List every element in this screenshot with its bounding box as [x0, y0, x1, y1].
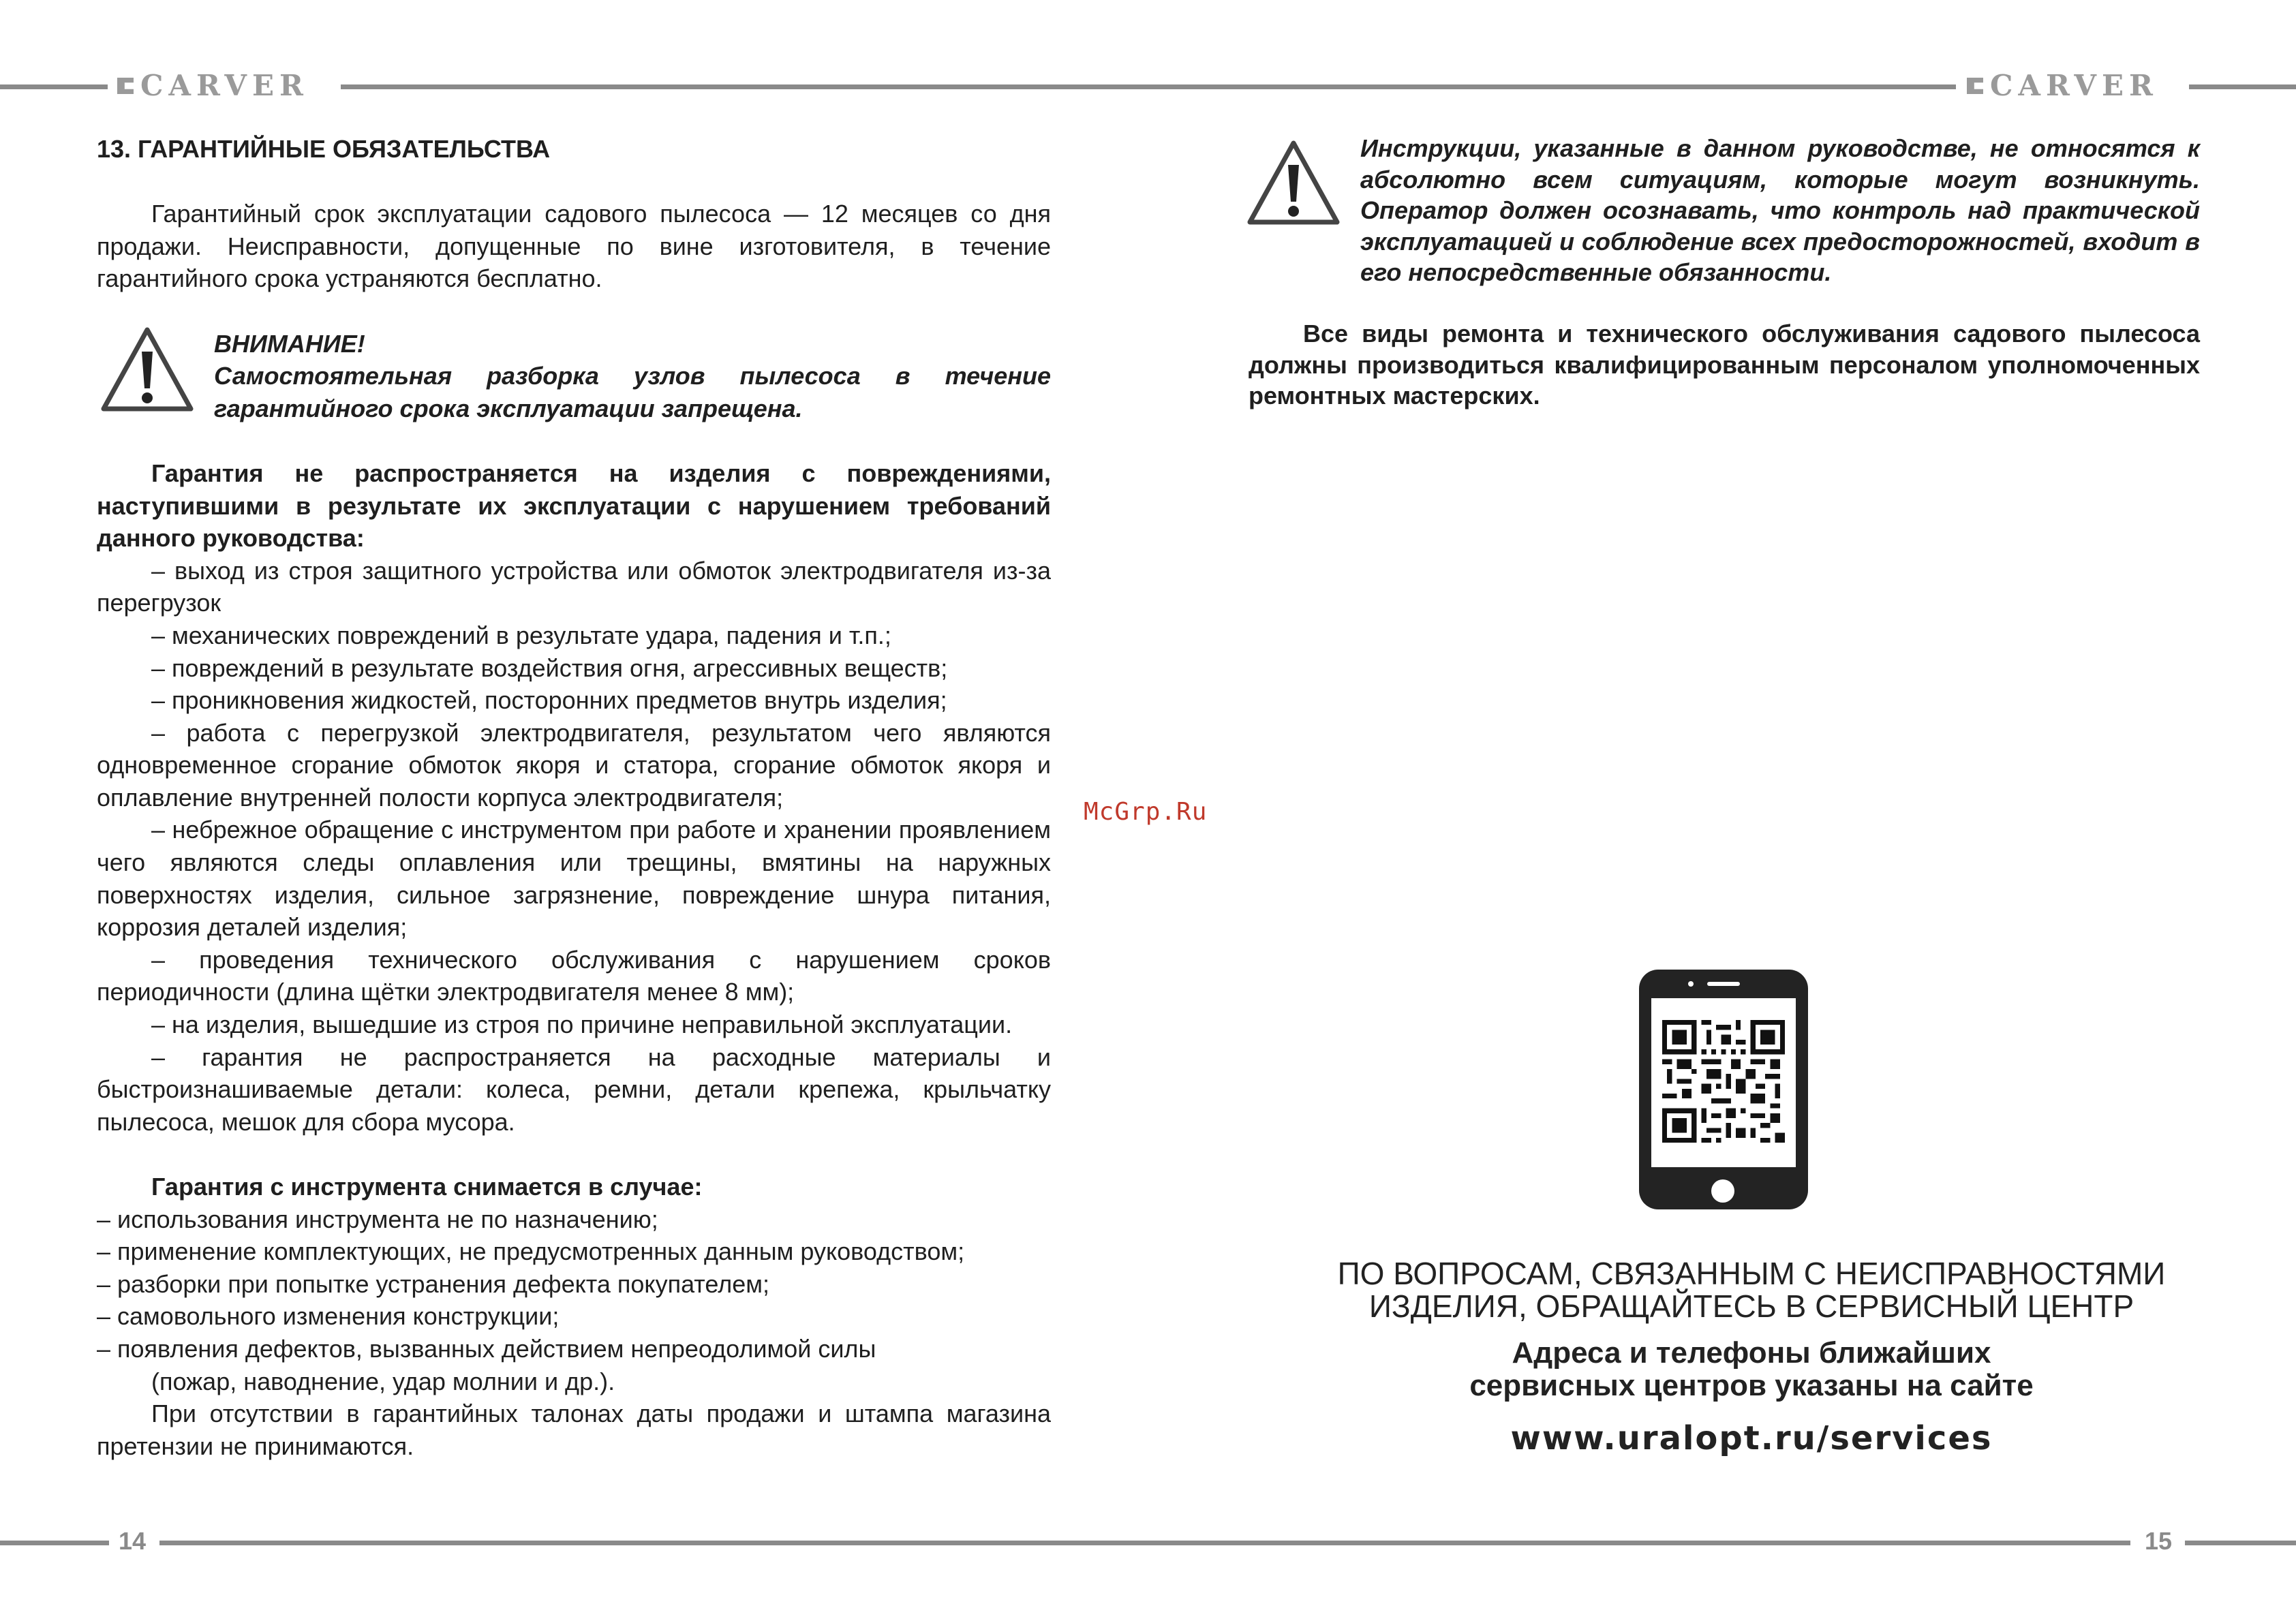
list-item: – повреждений в результате воздействия огня, агрессивных веществ;	[151, 653, 948, 682]
list-item: – разборки при попытке устранения дефекта покупателем;	[97, 1269, 769, 1298]
list-item: – механических повреждений в результате удара, падения и т.п.;	[151, 621, 891, 649]
phone-speaker	[1707, 982, 1740, 986]
phone-camera	[1688, 981, 1694, 987]
header-rule-left-a	[0, 84, 108, 89]
service-line-1: ПО ВОПРОСАМ, СВЯЗАННЫМ С НЕИСПРАВНОСТЯМИ	[1337, 1256, 2166, 1291]
list-item: – гарантия не распространяется на расходные материалы и быстроизнашиваемые детали: колеса, ремни, детали крепежа, крыльчатку пылесоса, мешок для сбора мусора.	[97, 1042, 1051, 1136]
list-item: – на изделия, вышедшие из строя по причине неправильной эксплуатации.	[151, 1010, 1013, 1039]
page-number-right: 15	[2145, 1527, 2173, 1555]
qr-code-icon[interactable]	[1662, 1013, 1785, 1149]
service-addresses-notice	[1240, 1337, 2263, 1402]
footer-rule-left	[0, 1541, 109, 1545]
brand-logo-right	[1967, 69, 2158, 102]
footer-rule-center	[159, 1541, 2130, 1545]
right-warning-block	[1360, 133, 2200, 288]
warning-icon	[1246, 139, 1341, 226]
list-item: – использования инструмента не по назначению;	[97, 1205, 658, 1233]
list-item: – появления дефектов, вызванных действием непреодолимой силы	[97, 1334, 876, 1363]
left-page-content	[97, 133, 1051, 1462]
list-item: – самовольного изменения конструкции;	[97, 1302, 560, 1331]
brand-name: CARVER	[1990, 69, 2158, 102]
service-center-notice	[1240, 1257, 2263, 1323]
list-item: – небрежное обращение с инструментом при работе и хранении проявлением чего являются следы оплавления или трещины, вмятины на наружных поверхностях изделия, сильное загрязнение, повреждение шнура питания, коррозия деталей изделия;	[97, 816, 1051, 942]
removed-heading: Гарантия с инструмента снимается в случае:	[151, 1173, 703, 1201]
warning-block-left	[97, 328, 1051, 425]
addresses-line-2: сервисных центров указаны на сайте	[1469, 1369, 2034, 1402]
service-website-link[interactable]: www.uralopt.ru/services	[1510, 1419, 1993, 1457]
brand-logo-left	[117, 69, 309, 102]
phone-screen	[1651, 998, 1796, 1167]
list-item: – применение комплектующих, не предусмотренных данным руководством;	[97, 1237, 965, 1266]
service-line-2: ИЗДЕЛИЯ, ОБРАЩАЙТЕСЬ В СЕРВИСНЫЙ ЦЕНТР	[1368, 1288, 2134, 1324]
list-item: (пожар, наводнение, удар молнии и др.).	[151, 1367, 615, 1395]
list-item: – выход из строя защитного устройства или обмоток электродвигателя из-за перегрузок	[97, 556, 1051, 617]
header-rule-center	[341, 84, 1956, 89]
warning-icon	[100, 326, 195, 413]
list-item: – проведения технического обслуживания с нарушением сроков периодичности (длина щётки электродвигателя менее 8 мм);	[97, 945, 1051, 1006]
warning-title: ВНИМАНИЕ!	[214, 329, 365, 358]
page-number-left: 14	[119, 1527, 147, 1555]
repair-notice: Все виды ремонта и технического обслуживания садового пылесоса должны производиться квалифицированным персоналом уполномоченных ремонтных мастерских.	[1249, 320, 2200, 409]
brand-mark-icon	[117, 78, 134, 94]
header-rule-right	[2189, 84, 2296, 89]
list-item: – работа с перегрузкой электродвигателя, результатом чего являются одновременное сгорание обмоток якоря и статора, сгорание обмоток якоря и оплавление внутренней полости корпуса электродвигателя;	[97, 718, 1051, 812]
watermark: McGrp.Ru	[1084, 798, 1208, 826]
section-title: 13. ГАРАНТИЙНЫЕ ОБЯЗАТЕЛЬСТВА	[97, 135, 551, 163]
instructions-warning: Инструкции, указанные в данном руководстве, не относятся к абсолютно всем ситуациям, которые могут возникнуть. Оператор должен осознавать, что контроль над практической эксплуатацией и соблюдение всех предосторожностей, входит в его непосредственные обязанности.	[1360, 134, 2200, 286]
repair-notice-block	[1249, 318, 2200, 412]
phone-home-button	[1711, 1179, 1734, 1203]
closing-note: При отсутствии в гарантийных талонах даты продажи и штампа магазина претензии не принимаются.	[97, 1400, 1051, 1460]
warning-text: Самостоятельная разборка узлов пылесоса в течение гарантийного срока эксплуатации запрещена.	[214, 362, 1051, 422]
warranty-intro: Гарантийный срок эксплуатации садового пылесоса — 12 месяцев со дня продажи. Неисправности, допущенные по вине изготовителя, в течение гарантийного срока устраняются бесплатно.	[97, 200, 1051, 293]
phone-qr-icon	[1639, 970, 1808, 1209]
list-item: – проникновения жидкостей, посторонних предметов внутрь изделия;	[151, 686, 947, 715]
brand-name: CARVER	[140, 69, 309, 102]
not-covered-heading: Гарантия не распространяется на изделия с повреждениями, наступившими в результате их эксплуатации с нарушением требований данного руководства:	[97, 459, 1051, 553]
footer-rule-right	[2185, 1541, 2296, 1545]
addresses-line-1: Адреса и телефоны ближайших	[1512, 1336, 1991, 1370]
brand-mark-icon	[1967, 78, 1983, 94]
